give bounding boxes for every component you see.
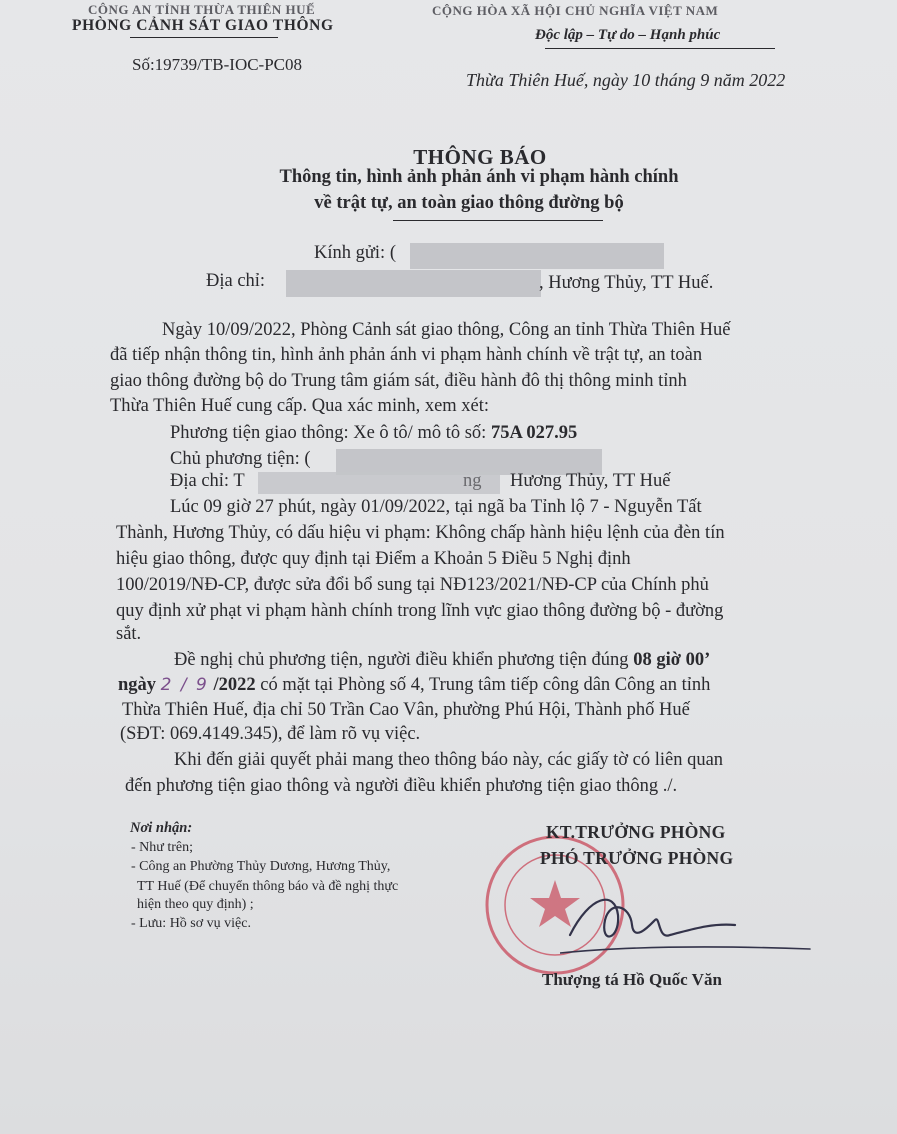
- signature-title-2: PHÓ TRƯỞNG PHÒNG: [540, 848, 734, 868]
- body-line: sắt.: [116, 624, 142, 644]
- body-line: Khi đến giải quyết phải mang theo thông báo này, các giấy tờ có liên quan: [174, 750, 724, 770]
- owner-address-label: Địa chỉ: T: [170, 471, 245, 491]
- signature-title-1: KT.TRƯỞNG PHÒNG: [546, 822, 726, 842]
- redacted-addressee-name: [410, 243, 664, 269]
- owner-address-suffix: Hương Thủy, TT Huế: [510, 471, 671, 491]
- department-underline: [130, 37, 278, 38]
- department-name: PHÒNG CẢNH SÁT GIAO THÔNG: [72, 17, 334, 34]
- agency-name: CÔNG AN TỈNH THỪA THIÊN HUẾ: [88, 2, 316, 17]
- body-line: Thừa Thiên Huế cung cấp. Qua xác minh, xem xét:: [110, 396, 490, 416]
- body-line: hiệu giao thông, được quy định tại Điểm a Khoản 5 Điều 5 Nghị định: [116, 549, 631, 569]
- owner-label: Chủ phương tiện: (: [170, 449, 311, 469]
- body-line: Ngày 10/09/2022, Phòng Cảnh sát giao thông, Công an tỉnh Thừa Thiên Huế: [162, 320, 731, 340]
- recipient-item: - Công an Phường Thủy Dương, Hương Thủy,: [131, 859, 391, 874]
- recipient-item: - Lưu: Hồ sơ vụ việc.: [131, 916, 251, 931]
- addressee-label: Kính gửi: (: [314, 243, 396, 263]
- reference-number: Số:19739/TB-IOC-PC08: [132, 55, 303, 74]
- recipient-item: hiện theo quy định) ;: [137, 897, 254, 912]
- recipient-item: TT Huế (Để chuyển thông báo và đề nghị thực: [137, 879, 399, 894]
- body-line: Thành, Hương Thủy, có dấu hiệu vi phạm: Không chấp hành hiệu lệnh của đèn tín: [116, 523, 725, 543]
- signer-name: Thượng tá Hồ Quốc Văn: [542, 970, 722, 989]
- owner-address-fragment: ng: [463, 471, 482, 491]
- body-line: Lúc 09 giờ 27 phút, ngày 01/09/2022, tại ngã ba Tỉnh lộ 7 - Nguyễn Tất: [170, 497, 702, 517]
- nation-name: CỘNG HÒA XÃ HỘI CHỦ NGHĨA VIỆT NAM: [432, 3, 719, 18]
- address-label: Địa chỉ:: [206, 271, 266, 291]
- national-motto: Độc lập – Tự do – Hạnh phúc: [535, 27, 721, 43]
- vehicle-plate: 75A 027.95: [490, 423, 578, 443]
- recipient-item: - Như trên;: [131, 840, 194, 855]
- body-line: đến phương tiện giao thông và người điều khiển phương tiện giao thông ./.: [125, 776, 678, 796]
- body-line: 100/2019/NĐ-CP, được sửa đổi bổ sung tại NĐ123/2021/NĐ-CP của Chính phủ: [116, 575, 709, 595]
- handwritten-date: 2 / 9: [160, 675, 209, 695]
- body-line: (SĐT: 069.4149.345), để làm rõ vụ việc.: [120, 724, 421, 744]
- recipients-heading: Nơi nhận:: [130, 820, 193, 836]
- title-underline: [393, 220, 603, 221]
- notice-subtitle-line2: về trật tự, an toàn giao thông đường bộ: [314, 193, 624, 213]
- body-line: quy định xử phạt vi phạm hành chính trong lĩnh vực giao thông đường bộ - đường: [116, 601, 724, 621]
- request-date-line: ngày 2 / 9 /2022 có mặt tại Phòng số 4, Trung tâm tiếp công dân Công an tỉnh: [118, 675, 711, 695]
- address-suffix: , Hương Thủy, TT Huế.: [539, 273, 714, 293]
- body-line: Thừa Thiên Huế, địa chỉ 50 Trần Cao Vân, phường Phú Hội, Thành phố Huế: [122, 700, 690, 720]
- request-line: Đề nghị chủ phương tiện, người điều khiển phương tiện đúng 08 giờ 00’: [174, 650, 711, 670]
- vehicle-line: Phương tiện giao thông: Xe ô tô/ mô tô số: 75A 027.95: [170, 423, 578, 443]
- body-line: đã tiếp nhận thông tin, hình ảnh phản ánh vi phạm hành chính về trật tự, an toàn: [110, 345, 703, 365]
- place-date: Thừa Thiên Huế, ngày 10 tháng 9 năm 2022: [466, 70, 786, 90]
- handwritten-signature: [560, 885, 820, 965]
- body-line: giao thông đường bộ do Trung tâm giám sát, điều hành đô thị thông minh tỉnh: [110, 371, 687, 391]
- redacted-addressee-address: [286, 270, 541, 297]
- notice-subtitle-line1: Thông tin, hình ảnh phản ánh vi phạm hành chính: [279, 167, 679, 187]
- motto-underline: [545, 48, 775, 49]
- notice-title: THÔNG BÁO: [413, 145, 547, 169]
